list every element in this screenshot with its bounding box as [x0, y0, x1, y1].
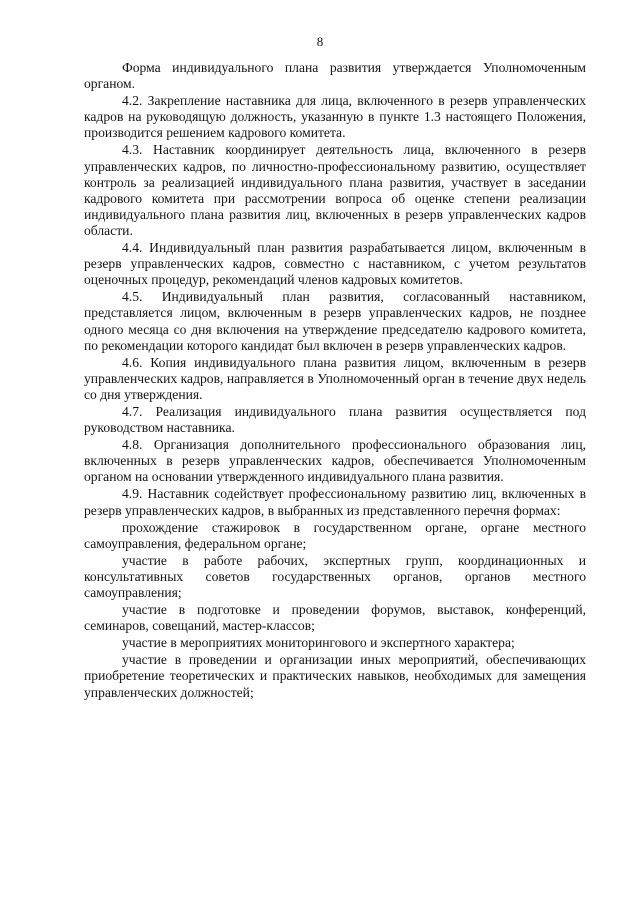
paragraph-4-6: 4.6. Копия индивидуального плана развития лицом, включенным в резерв управленческих кадров, направляется в Уполномоченный орган в течение двух недель со дня утверждения.: [84, 354, 586, 402]
paragraph-4-7: 4.7. Реализация индивидуального плана развития осуществляется под руководством наставника.: [84, 403, 586, 436]
page-number: 8: [316, 34, 324, 49]
document-body: [84, 60, 586, 702]
paragraph-4-5: 4.5. Индивидуальный план развития, согласованный наставником, представляется лицом, включенным в резерв управленческих кадров, не позднее одного месяца со дня включения на утверждение председателю кадрового комитета, по рекомендации которого кандидат был включен в резерв управленческих кадров.: [84, 289, 586, 353]
list-item-internship: прохождение стажировок в государственном органе, органе местного самоуправления, федеральном органе;: [84, 519, 586, 551]
paragraph-4-8: 4.8. Организация дополнительного профессионального образования лиц, включенных в резерв управленческих кадров, обеспечивается Уполномоченным органом на основании утвержденного индивидуального плана развития.: [84, 437, 586, 485]
list-item-monitoring: участие в мероприятиях мониторингового и экспертного характера;: [122, 635, 515, 651]
paragraph-intro: Форма индивидуального плана развития утверждается Уполномоченным органом.: [84, 60, 586, 92]
list-item-working-groups: участие в работе рабочих, экспертных групп, координационных и консультативных советов государственных органов, органов местного самоуправления;: [84, 552, 586, 600]
paragraph-4-2: 4.2. Закрепление наставника для лица, включенного в резерв управленческих кадров на руководящую должность, указанную в пункте 1.3 настоящего Положения, производится решением кадрового комитета.: [84, 93, 586, 141]
list-item-other-events: участие в проведении и организации иных мероприятий, обеспечивающих приобретение теоретических и практических навыков, необходимых для замещения управленческих должностей;: [84, 652, 586, 700]
list-item-forums: участие в подготовке и проведении форумов, выставок, конференций, семинаров, совещаний, мастер-классов;: [84, 602, 586, 634]
paragraph-4-3: 4.3. Наставник координирует деятельность лица, включенного в резерв управленческих кадров, по личностно-профессиональному развитию, осуществляет контроль за реализацией индивидуального плана развития, участвует в заседании кадрового комитета при рассмотрении вопроса об оценке степени реализации индивидуального плана развития лиц, включенных в резерв управленческих кадров области.: [84, 142, 586, 238]
paragraph-4-9: 4.9. Наставник содействует профессиональному развитию лиц, включенных в резерв управленческих кадров, в выбранных из представленного перечня формах:: [84, 486, 586, 518]
paragraph-4-4: 4.4. Индивидуальный план развития разрабатывается лицом, включенным в резерв управленческих кадров, совместно с наставником, с учетом результатов оценочных процедур, рекомендаций членов кадровых комитетов.: [84, 240, 586, 288]
